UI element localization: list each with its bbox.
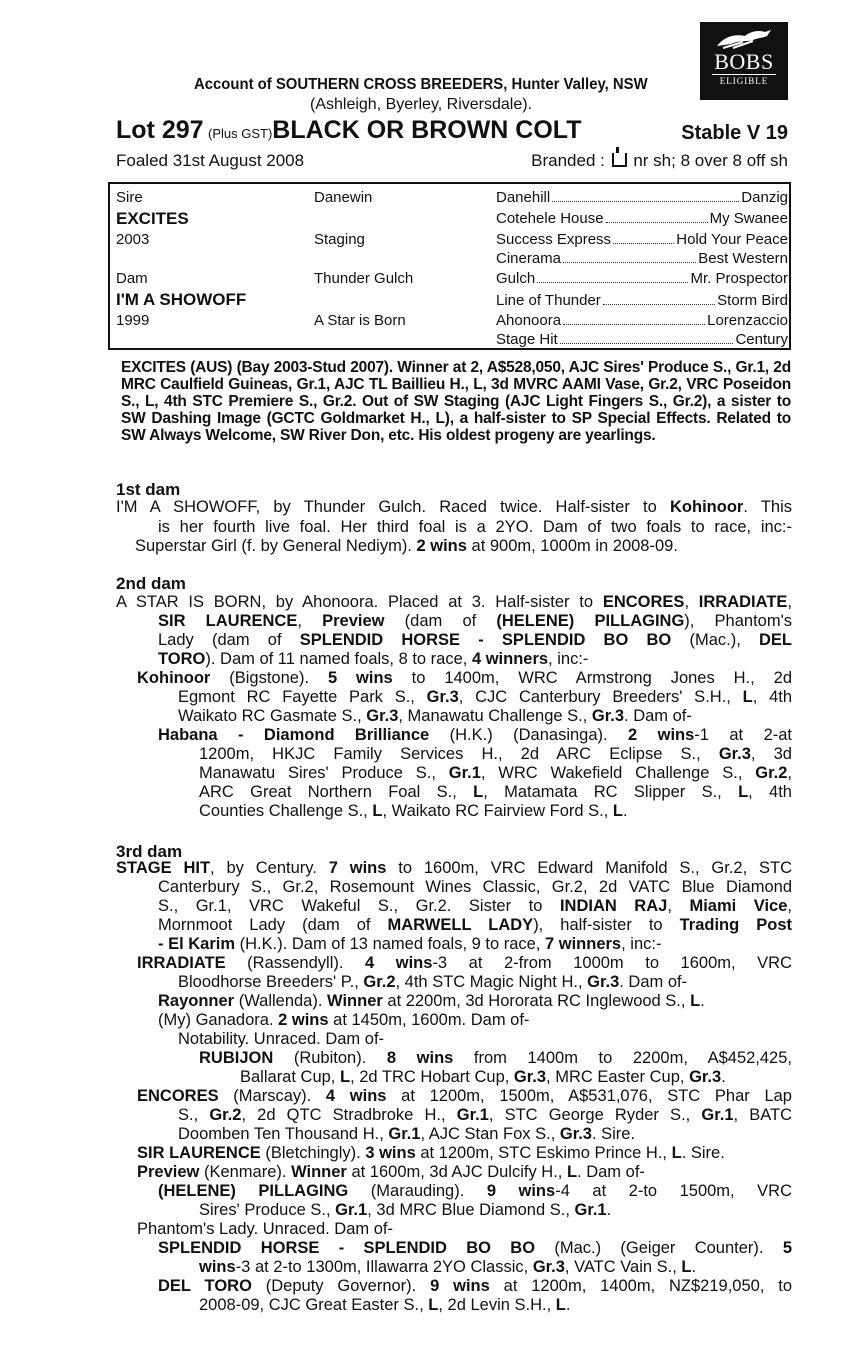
text-run: (Rubiton).	[273, 1049, 387, 1067]
bold-run: 3 wins	[365, 1144, 416, 1162]
section-2nd-dam: 2nd dam	[116, 574, 186, 593]
text-run: . This	[743, 498, 792, 516]
text-run: Bloodhorse Breeders' P.,	[178, 973, 364, 991]
text-run: .	[721, 1068, 726, 1086]
text-line	[158, 612, 792, 631]
text-run: , Matamata RC Slipper S.,	[483, 783, 739, 801]
text-run: (Bletchingly).	[260, 1144, 366, 1162]
text-run: ,	[787, 897, 792, 915]
text-run: ), Phantom's	[684, 612, 792, 630]
bold-run: 7 wins	[328, 859, 387, 877]
bold-run: 2 wins	[628, 726, 695, 744]
text-line	[199, 745, 792, 764]
bold-run: SIR LAURENCE	[137, 1144, 261, 1162]
text-run: , 4th STC Magic Night H.,	[395, 973, 588, 991]
leader-dots	[613, 231, 674, 244]
horse-icon	[713, 28, 775, 50]
branded-value: nr sh; 8 over 8 off sh	[633, 151, 788, 170]
text-run: to 1400m, WRC Armstrong Jones H., 2d	[392, 669, 793, 687]
dam-sire: Thunder Gulch	[314, 270, 414, 287]
bold-run: ENCORES	[602, 593, 685, 611]
bold-run: Gr.3	[587, 973, 620, 991]
bold-run: Gr.1	[456, 1106, 489, 1124]
bold-run: L	[681, 1258, 692, 1276]
bold-run: 5 wins	[327, 669, 393, 687]
text-run: , STC George Ryder S.,	[488, 1106, 702, 1124]
text-run: (Mac.),	[671, 631, 759, 649]
bold-run: DEL	[759, 631, 792, 649]
text-line	[178, 1030, 384, 1049]
text-line	[158, 650, 588, 669]
ancestor: Cinerama	[496, 250, 562, 267]
bold-run: - El Karim	[158, 935, 236, 953]
text-line	[158, 726, 792, 745]
sire-summary: EXCITES (AUS) (Bay 2003-Stud 2007). Winner at 2, A$528,050, AJC Sires' Produce S., Gr.1, 2d MRC Caulfield Guineas, Gr.1, AJC TL Baillieu H., L, 3d MVRC AAMI Vase, Gr.2, VRC Poseidon S., L, 4th STC Premiere S., Gr.2. Out of SW Staging (AJC Light Fingers S., Gr.2), a sister to SW Dashing Image (GCTC Goldmarket H., L), a half-sister to SP Special Effects. Related to SW Always Welcome, SW River Don, etc. His oldest progeny are yearlings.	[121, 359, 791, 444]
bold-run: 2 wins	[416, 537, 467, 555]
text-run: Waikato RC Gasmate S.,	[178, 707, 367, 725]
bold-run: L	[738, 783, 749, 801]
text-line	[158, 878, 792, 897]
pedigree-table	[108, 182, 791, 350]
text-run: (Bigstone).	[210, 669, 328, 687]
text-line	[116, 859, 792, 878]
dam-label: Dam	[116, 270, 148, 287]
ancestor-sire: Lorenzaccio	[707, 312, 788, 329]
text-run: , 3d	[750, 745, 792, 763]
text-run: . Sire.	[681, 1144, 725, 1162]
foaled-date: Foaled 31st August 2008	[116, 151, 305, 170]
text-line	[199, 783, 792, 802]
bold-run: IRRADIATE	[137, 954, 226, 972]
bold-run: Gr.3	[689, 1068, 722, 1086]
bold-run: 2 wins	[278, 1011, 329, 1029]
bold-run: SIR LAURENCE	[158, 612, 298, 630]
vendor-properties: (Ashleigh, Byerley, Riversdale).	[310, 96, 533, 113]
text-run: -1 at 2-at	[694, 726, 792, 744]
bold-run: Gr.1	[448, 764, 481, 782]
text-run: -3 at 2-from 1000m to 1600m, VRC	[432, 954, 792, 972]
text-line	[178, 707, 692, 726]
text-run: .	[606, 1201, 612, 1219]
bold-run: Gr.3	[591, 707, 625, 725]
bold-run: Trading Post	[679, 916, 792, 934]
text-run: (Wallenda).	[234, 992, 328, 1010]
dam-year: 1999	[116, 312, 150, 329]
text-run: , 4th	[748, 783, 792, 801]
ancestor-sire: Storm Bird	[717, 292, 788, 309]
grandsire-row	[496, 231, 788, 248]
text-run: , by Century.	[210, 859, 329, 877]
bold-run: L	[473, 783, 484, 801]
text-run: . Dam of-	[619, 973, 688, 991]
text-run: S., Gr.1, VRC Wakeful S., Gr.2. Sister to	[158, 897, 560, 915]
bold-run: 4 winners	[471, 650, 549, 668]
text-run: , inc:-	[548, 650, 589, 668]
text-line	[199, 802, 628, 821]
text-run: Superstar Girl (f. by General Nediym).	[135, 537, 417, 555]
text-run: Notability. Unraced. Dam of-	[178, 1030, 385, 1048]
grandsire-row	[496, 292, 788, 309]
ancestor: Ahonoora	[496, 312, 562, 329]
grandsire-row	[496, 312, 788, 329]
bold-run: Gr.1	[388, 1125, 421, 1143]
text-line	[137, 1087, 792, 1106]
bold-run: Gr.3	[426, 688, 459, 706]
text-run: . Dam of-	[624, 707, 692, 725]
text-run: Egmont RC Fayette Park S.,	[178, 688, 427, 706]
bold-run: wins	[199, 1258, 236, 1276]
sire-sire: Danewin	[314, 189, 373, 206]
text-line	[158, 1182, 792, 1201]
ancestor: Danehill	[496, 189, 551, 206]
bold-run: ENCORES	[137, 1087, 219, 1105]
text-run: . Sire.	[591, 1125, 636, 1143]
sire-dam: Staging	[314, 231, 365, 248]
bold-run: L	[566, 1163, 578, 1181]
text-run: (H.K.) (Danasinga).	[429, 726, 629, 744]
text-line	[199, 1049, 792, 1068]
text-line	[178, 1125, 635, 1144]
text-run: , CJC Canterbury Breeders' S.H.,	[458, 688, 743, 706]
text-run: Counties Challenge S.,	[199, 802, 373, 820]
text-run: , 2d TRC Hobart Cup,	[350, 1068, 514, 1086]
bold-run: Gr.2	[755, 764, 788, 782]
section-1st-dam: 1st dam	[116, 480, 181, 499]
text-run: at 1600m, 3d AJC Dulcify H.,	[346, 1163, 567, 1181]
text-line	[116, 593, 792, 612]
text-run: .	[691, 1258, 697, 1276]
text-run: at 2200m, 3d Hororata RC Inglewood S.,	[382, 992, 691, 1010]
text-run: Mornmoot Lady (dam of	[158, 916, 388, 934]
bold-run: 9 wins	[486, 1182, 556, 1200]
bold-run: 4 wins	[325, 1087, 387, 1105]
bold-run: MARWELL LADY	[387, 916, 534, 934]
text-run: , 2d QTC Stradbroke H.,	[241, 1106, 457, 1124]
text-run: (Deputy Governor).	[251, 1277, 431, 1295]
text-line	[158, 1239, 792, 1258]
text-run: .	[622, 802, 628, 820]
bold-run: TORO	[158, 650, 206, 668]
grandsire-row	[496, 270, 788, 287]
leader-dots	[606, 210, 708, 223]
bold-run: Gr.3	[718, 745, 751, 763]
leader-dots	[537, 270, 688, 283]
lot-number: Lot 297	[116, 116, 204, 144]
bold-run: Winner	[291, 1163, 347, 1181]
text-line	[158, 916, 792, 935]
lot-line	[116, 116, 582, 145]
bold-run: Winner	[327, 992, 383, 1010]
bold-run: RUBIJON	[199, 1049, 274, 1067]
bold-run: SPLENDID HORSE - SPLENDID BO BO	[158, 1239, 536, 1257]
bold-run: 7 winners	[545, 935, 622, 953]
text-line	[178, 688, 792, 707]
bold-run: L	[742, 688, 753, 706]
leader-dots	[563, 312, 705, 325]
bold-run: Habana - Diamond Brilliance	[158, 726, 430, 744]
text-line	[137, 1220, 393, 1239]
bold-run: L	[339, 1068, 351, 1086]
ancestor-sire: Best Western	[698, 250, 788, 267]
bold-run: 8 wins	[386, 1049, 454, 1067]
bold-run: Gr.2	[209, 1106, 242, 1124]
bold-run: Kohinoor	[670, 498, 744, 516]
text-run: .	[700, 992, 705, 1010]
text-run: , inc:-	[621, 935, 662, 953]
text-run: ,	[297, 612, 323, 630]
bold-run: Preview	[322, 612, 385, 630]
bold-run: Miami Vice	[689, 897, 788, 915]
bold-run: SPLENDID HORSE - SPLENDID BO BO	[299, 631, 672, 649]
bold-run: Gr.3	[366, 707, 399, 725]
bold-run: Gr.1	[335, 1201, 368, 1219]
ancestor-sire: Hold Your Peace	[676, 231, 788, 248]
text-run: , BATC	[733, 1106, 793, 1124]
brand-mark-icon	[612, 153, 627, 167]
ancestor: Cotehele House	[496, 210, 604, 227]
text-run: S.,	[178, 1106, 210, 1124]
text-run: Sires' Produce S.,	[199, 1201, 336, 1219]
text-line	[178, 973, 687, 992]
bold-run: Kohinoor	[137, 669, 211, 687]
text-run: Lady (dam of	[158, 631, 300, 649]
bold-run: IRRADIATE	[698, 593, 788, 611]
text-line	[199, 1258, 696, 1277]
bold-run: Gr.3	[532, 1258, 565, 1276]
text-line	[137, 669, 792, 688]
text-run: (H.K.). Dam of 13 named foals, 9 to race,	[235, 935, 545, 953]
leader-dots	[552, 189, 739, 202]
bold-run: STAGE HIT	[116, 859, 211, 877]
text-line	[158, 518, 792, 537]
bold-run: DEL TORO	[158, 1277, 252, 1295]
dam-dam: A Star is Born	[314, 312, 406, 329]
text-run: (dam of	[384, 612, 497, 630]
text-run: at 1200m, 1500m, A$531,076, STC Phar Lap	[386, 1087, 792, 1105]
text-run: , VATC Vain S.,	[564, 1258, 682, 1276]
grandsire-row	[496, 331, 788, 348]
text-run: ). Dam of 11 named foals, 8 to race,	[205, 650, 472, 668]
text-line	[158, 1277, 792, 1296]
text-line	[137, 1163, 645, 1182]
leader-dots	[603, 292, 715, 305]
text-line	[135, 537, 678, 556]
bold-run: Rayonner	[158, 992, 235, 1010]
text-run: from 1400m to 2200m, A$452,425,	[453, 1049, 792, 1067]
text-run: , 3d MRC Blue Diamond S.,	[367, 1201, 575, 1219]
text-run: at 1200m, 1400m, NZ$219,050, to	[489, 1277, 793, 1295]
bold-run: L	[428, 1296, 439, 1314]
text-run: at 1200m, STC Eskimo Prince H.,	[415, 1144, 672, 1162]
bold-run: Preview	[137, 1163, 200, 1181]
leader-dots	[560, 331, 734, 344]
bold-run: Gr.1	[701, 1106, 734, 1124]
dam-name: I'M A SHOWOFF	[116, 290, 247, 309]
text-line	[158, 992, 705, 1011]
vendor-account: Account of SOUTHERN CROSS BREEDERS, Hunter Valley, NSW	[194, 76, 648, 93]
text-run: -3 at 2-to 1300m, Illawarra 2YO Classic,	[235, 1258, 533, 1276]
text-run: (Mac.) (Geiger Counter).	[535, 1239, 783, 1257]
text-line	[199, 1201, 611, 1220]
text-line	[158, 631, 792, 650]
bold-run: Gr.3	[513, 1068, 547, 1086]
stable-location: Stable V 19	[681, 122, 788, 144]
text-line	[116, 498, 792, 517]
horse-description: BLACK OR BROWN COLT	[272, 116, 582, 144]
bold-run: L	[690, 992, 701, 1010]
ancestor-sire: My Swanee	[709, 210, 788, 227]
bold-run: Gr.2	[363, 973, 396, 991]
ancestor: Success Express	[496, 231, 612, 248]
text-run: , MRC Easter Cup,	[546, 1068, 690, 1086]
ancestor-sire: Mr. Prospector	[690, 270, 788, 287]
text-run: ), half-sister to	[533, 916, 680, 934]
text-run: , 4th	[752, 688, 793, 706]
text-run: (Kenmare).	[199, 1163, 292, 1181]
bold-run: L	[671, 1144, 682, 1162]
brand-description	[531, 151, 788, 171]
text-run: ,	[787, 593, 792, 611]
text-run: Ballarat Cup,	[240, 1068, 340, 1086]
text-run: 1200m, HKJC Family Services H., 2d ARC Eclipse S.,	[199, 745, 719, 763]
bold-run: INDIAN RAJ	[559, 897, 668, 915]
branded-label: Branded :	[531, 151, 605, 170]
sire-name: EXCITES	[116, 209, 189, 228]
text-run: -4 at 2-to 1500m, VRC	[555, 1182, 792, 1200]
text-line	[137, 1144, 725, 1163]
text-line	[158, 935, 661, 954]
text-run: ARC Great Northern Foal S.,	[199, 783, 474, 801]
text-run: . Dam of-	[577, 1163, 645, 1181]
text-run: Canterbury S., Gr.2, Rosemount Wines Classic, Gr.2, 2d VATC Blue Diamond	[158, 878, 792, 896]
text-run: (My) Ganadora.	[158, 1011, 279, 1029]
logo-line2: ELIGIBLE	[712, 74, 776, 86]
ancestor: Gulch	[496, 270, 536, 287]
text-run: I'M A SHOWOFF, by Thunder Gulch. Raced twice. Half-sister to	[116, 498, 670, 516]
grandsire-row	[496, 189, 788, 206]
text-run: Manawatu Sires' Produce S.,	[199, 764, 449, 782]
text-run: (Marscay).	[218, 1087, 326, 1105]
ancestor: Line of Thunder	[496, 292, 601, 309]
text-line	[199, 1296, 570, 1315]
sire-year: 2003	[116, 231, 150, 248]
text-line	[199, 764, 792, 783]
bold-run: (HELENE) PILLAGING	[496, 612, 685, 630]
text-line	[137, 954, 792, 973]
ancestor-sire: Danzig	[741, 189, 788, 206]
text-run: is her fourth live foal. Her third foal is a 2YO. Dam of two foals to race, inc:-	[158, 518, 792, 536]
bobs-eligible-logo	[700, 22, 788, 100]
text-line	[178, 1106, 792, 1125]
text-line	[240, 1068, 726, 1087]
ancestor: Stage Hit	[496, 331, 558, 348]
grandsire-row	[496, 250, 788, 267]
text-run: Phantom's Lady. Unraced. Dam of-	[137, 1220, 393, 1238]
text-run: (Rassendyll).	[225, 954, 366, 972]
bold-run: 9 wins	[430, 1277, 490, 1295]
text-line	[158, 1011, 529, 1030]
text-line	[158, 897, 792, 916]
grandsire-row	[496, 210, 788, 227]
section-3rd-dam: 3rd dam	[116, 842, 183, 861]
text-run: 2008-09, CJC Great Easter S.,	[199, 1296, 429, 1314]
bold-run: L	[555, 1296, 566, 1314]
text-run: ,	[787, 764, 792, 782]
bold-run: L	[612, 802, 623, 820]
text-run: , WRC Wakefield Challenge S.,	[480, 764, 756, 782]
logo-line1: BOBS	[714, 49, 774, 74]
text-run: ,	[684, 593, 699, 611]
text-run: , Manawatu Challenge S.,	[398, 707, 592, 725]
text-run: .	[565, 1296, 571, 1314]
text-run: (Marauding).	[348, 1182, 487, 1200]
bold-run: Gr.3	[559, 1125, 592, 1143]
bold-run: 4 wins	[365, 954, 433, 972]
text-run: ,	[667, 897, 690, 915]
ancestor-sire: Century	[735, 331, 788, 348]
bold-run: L	[372, 802, 383, 820]
sire-label: Sire	[116, 189, 143, 206]
text-run: , 2d Levin S.H.,	[438, 1296, 556, 1314]
text-run: at 900m, 1000m in 2008-09.	[466, 537, 678, 555]
text-run: to 1600m, VRC Edward Manifold S., Gr.2, STC	[386, 859, 793, 877]
text-run: Doomben Ten Thousand H.,	[178, 1125, 389, 1143]
bold-run: 5	[782, 1239, 792, 1257]
bold-run: (HELENE) PILLAGING	[158, 1182, 349, 1200]
text-run: , Waikato RC Fairview Ford S.,	[382, 802, 613, 820]
text-run: at 1450m, 1600m. Dam of-	[328, 1011, 530, 1029]
bold-run: Gr.1	[574, 1201, 607, 1219]
text-run: A STAR IS BORN, by Ahonoora. Placed at 3. Half-sister to	[116, 593, 603, 611]
text-run: , AJC Stan Fox S.,	[420, 1125, 560, 1143]
leader-dots	[563, 250, 696, 263]
gst-note: (Plus GST)	[207, 126, 273, 141]
